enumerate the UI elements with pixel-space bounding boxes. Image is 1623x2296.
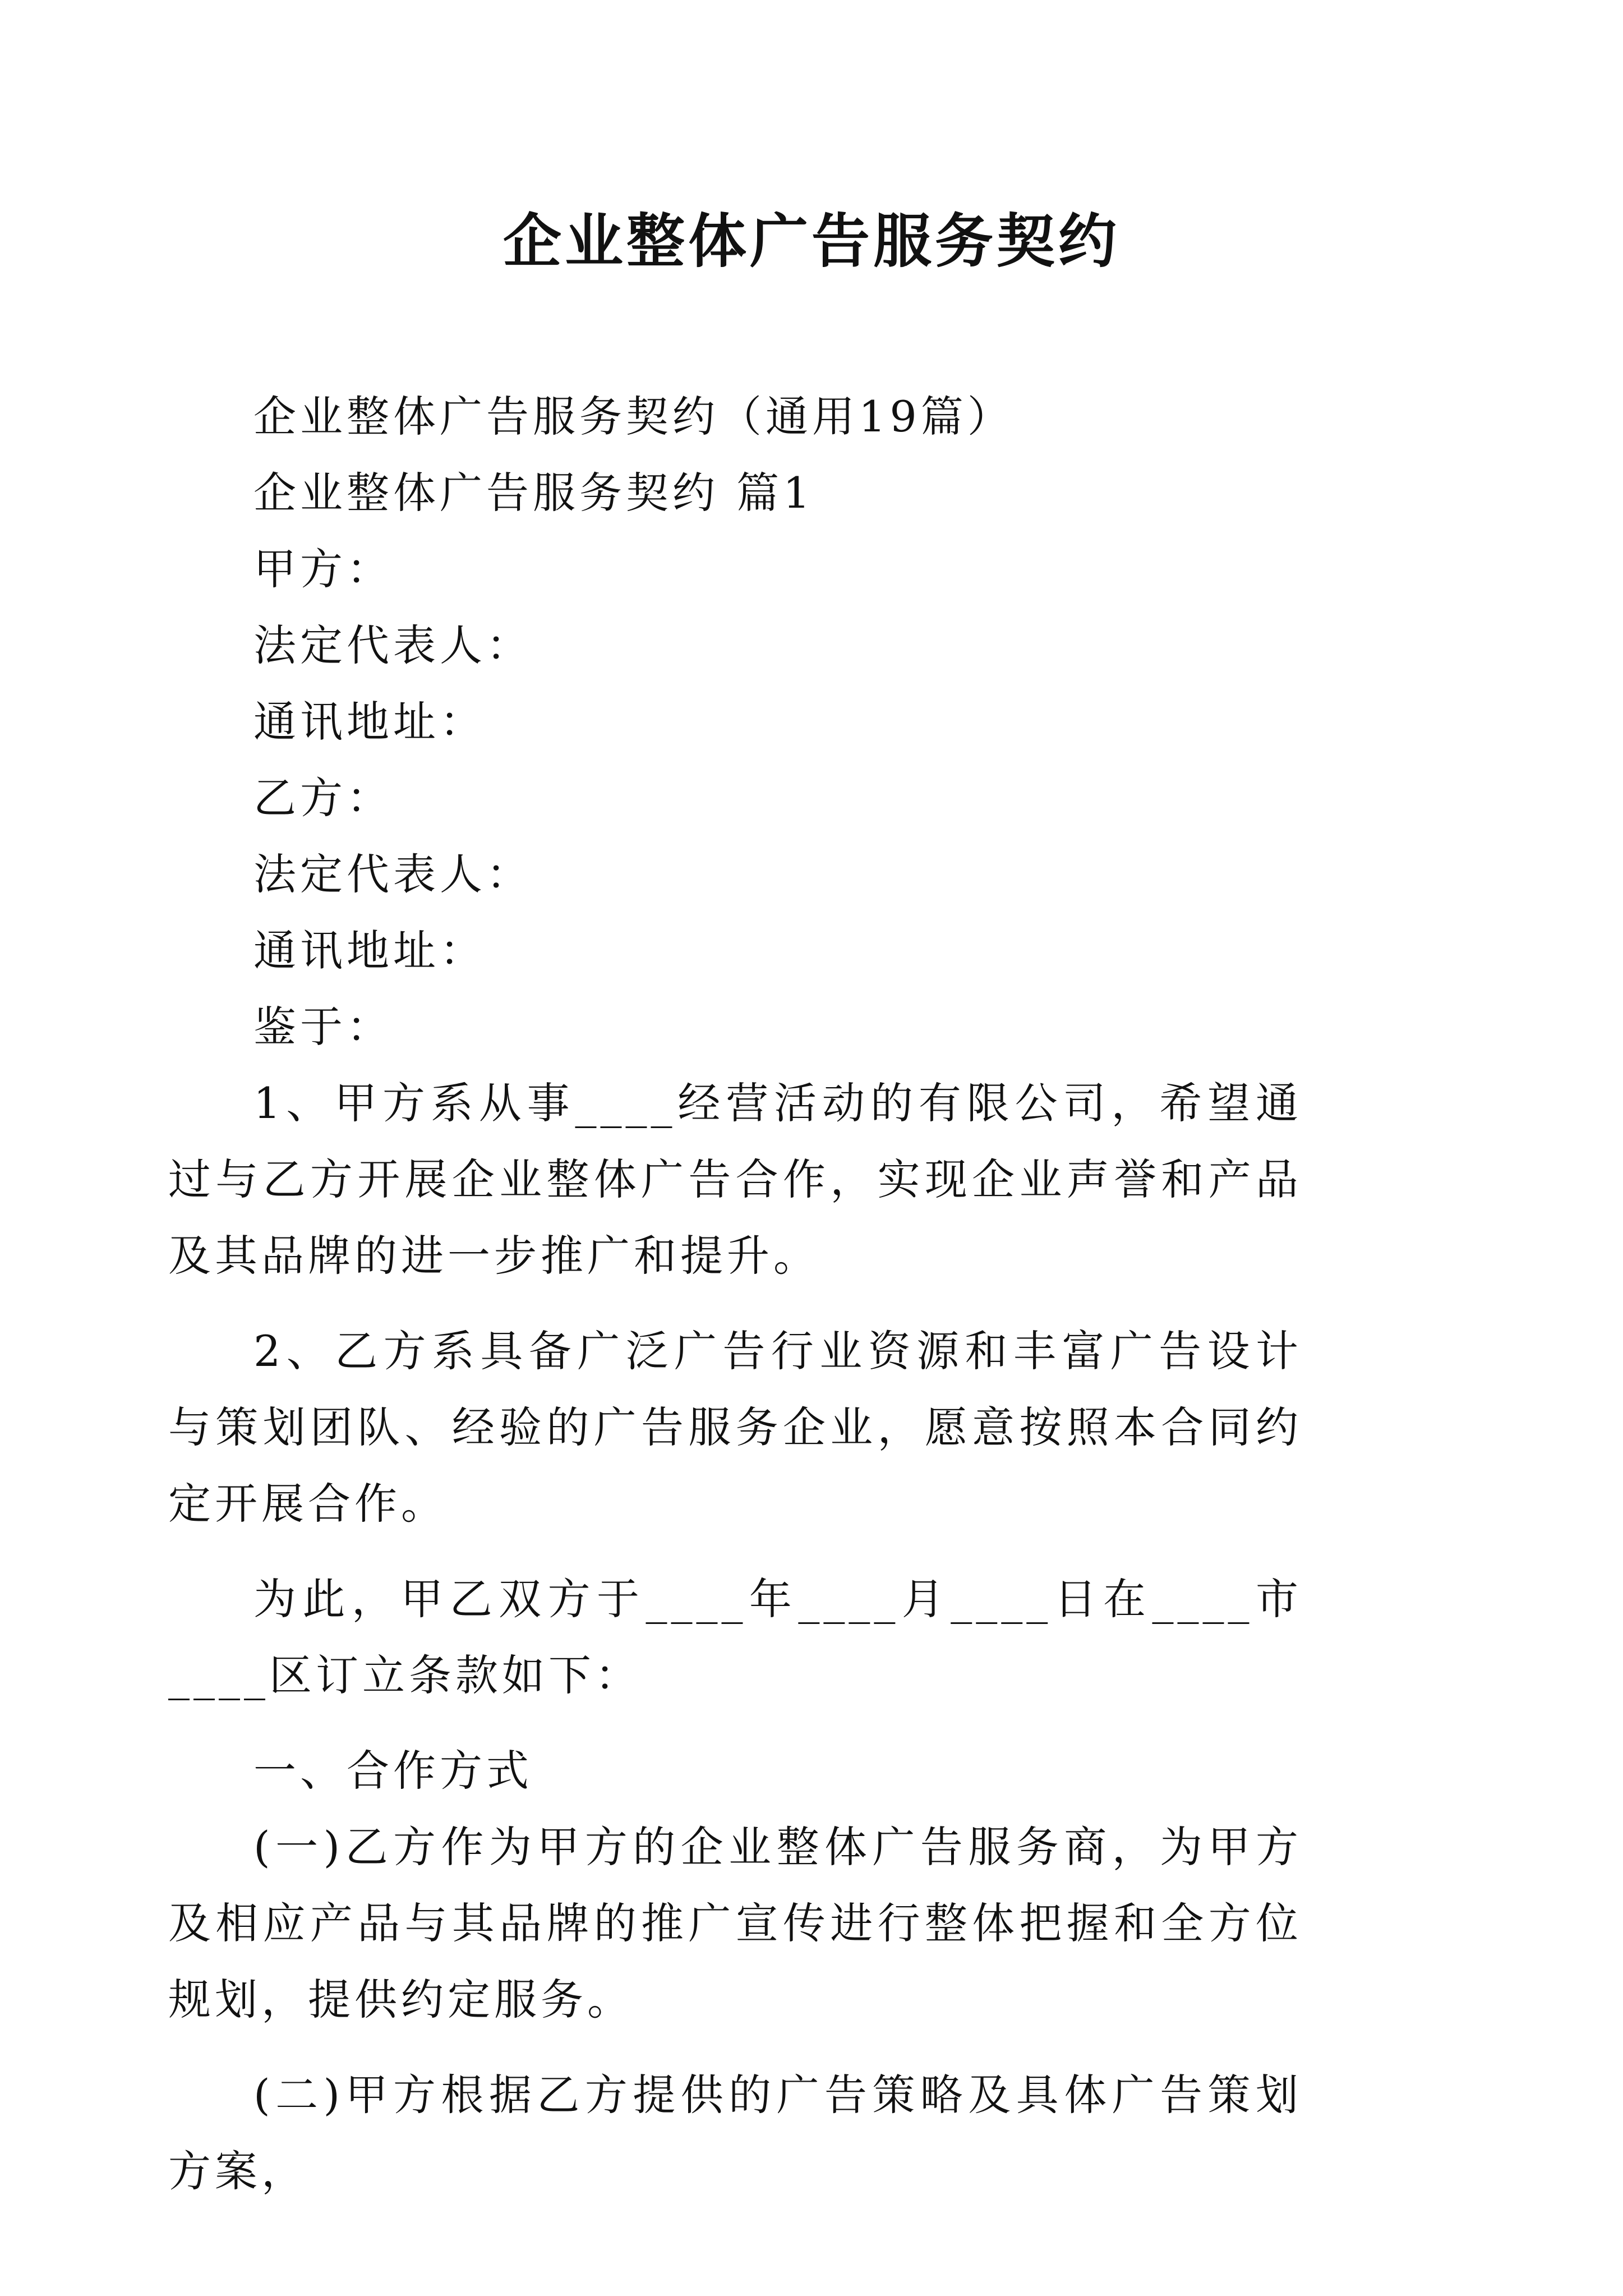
- paragraph-5: (一)乙方作为甲方的企业整体广告服务商，为甲方及相应产品与其品牌的推广宣传进行整体把握和全方位规划，提供约定服务。: [168, 1822, 1302, 2024]
- party-a-label: 甲方：: [253, 544, 393, 594]
- paragraph-4: 一、合作方式: [253, 1746, 533, 1796]
- paragraphs-block: [168, 1065, 1302, 2210]
- party-a-representative-label: 法定代表人：: [253, 620, 533, 670]
- party-b-representative-label: 法定代表人：: [253, 849, 533, 899]
- document-subtitle: 企业整体广告服务契约（通用19篇）: [253, 392, 1014, 441]
- paragraph-2: 2、乙方系具备广泛广告行业资源和丰富广告设计与策划团队、经验的广告服务企业，愿意按照本合同约定开展合作。: [168, 1326, 1302, 1529]
- party-b-address-label: 通讯地址：: [253, 926, 486, 976]
- whereas-label: 鉴于：: [253, 1002, 393, 1052]
- document-title: 企业整体广告服务契约: [502, 207, 1120, 275]
- paragraph-6: (二)甲方根据乙方提供的广告策略及具体广告策划方案，: [168, 2070, 1302, 2196]
- document-body: [253, 379, 1387, 1065]
- party-a-address-label: 通讯地址：: [253, 697, 486, 747]
- party-b-label: 乙方：: [253, 773, 393, 823]
- paragraph-3: 为此，甲乙双方于____年____月____日在____市____区订立条款如下：: [168, 1574, 1302, 1700]
- section-heading: 企业整体广告服务契约 篇1: [253, 468, 814, 518]
- paragraph-1: 1、甲方系从事____经营活动的有限公司，希望通过与乙方开展企业整体广告合作，实现企业声誉和产品及其品牌的进一步推广和提升。: [168, 1078, 1302, 1281]
